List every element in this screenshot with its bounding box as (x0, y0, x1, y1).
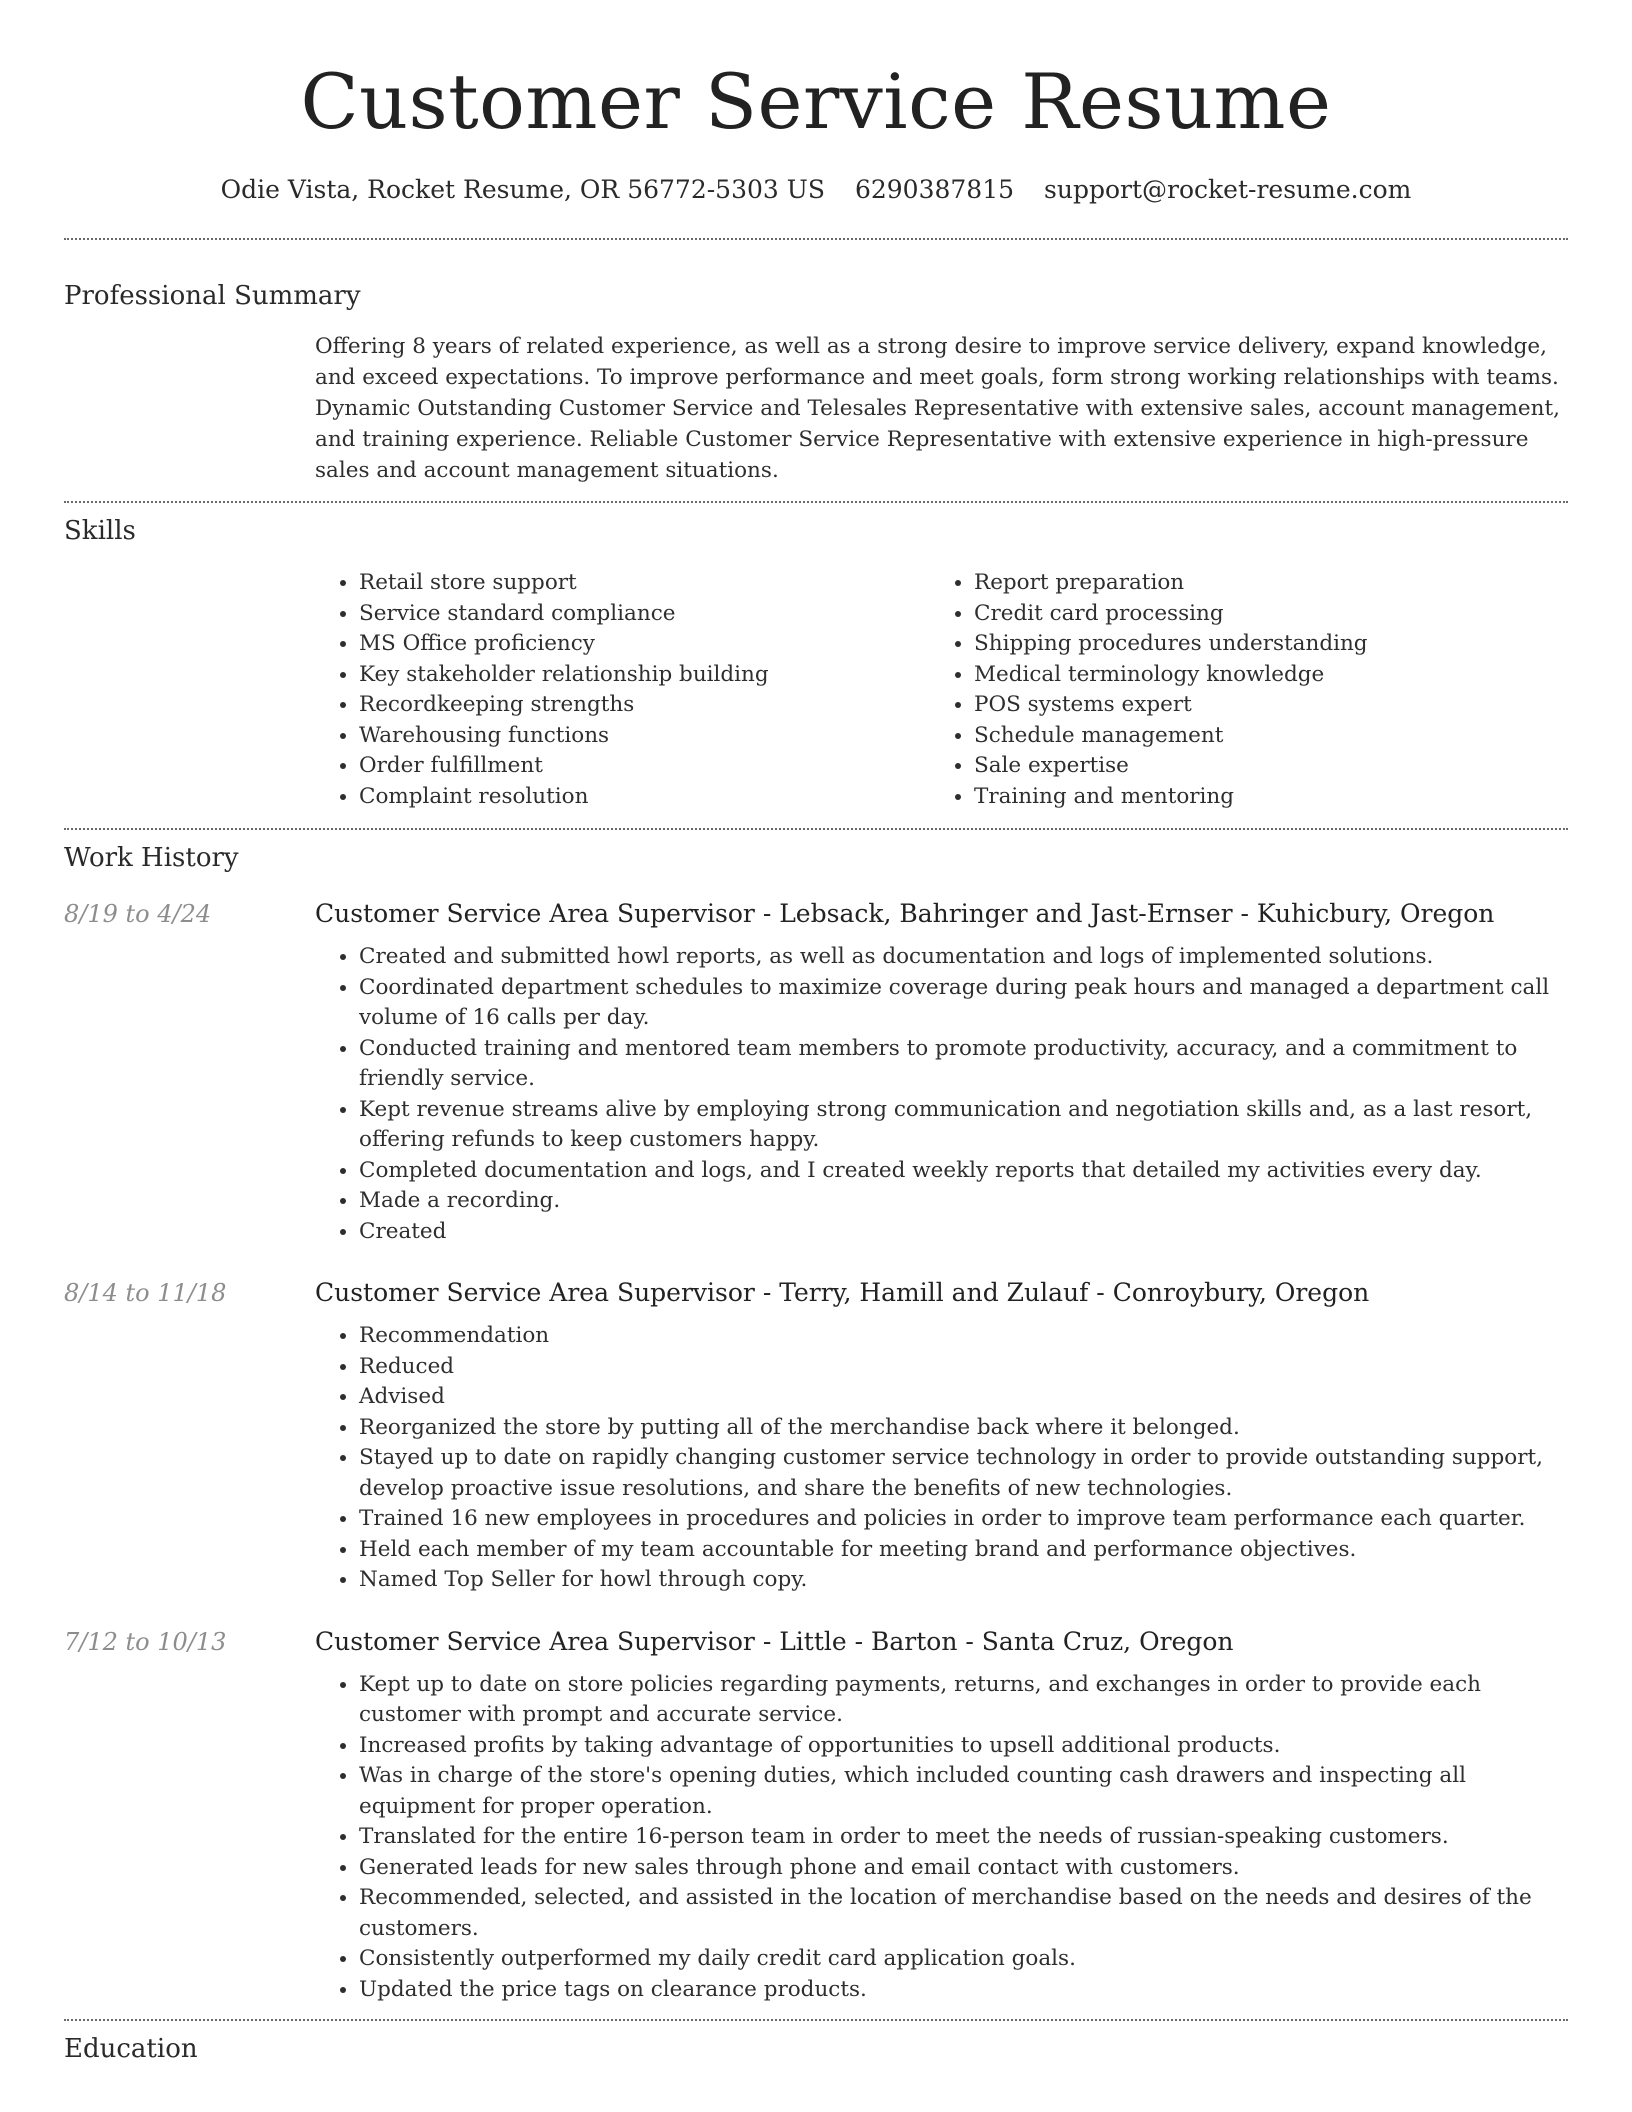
bullet-item: • Reduced (359, 1352, 1568, 1383)
job-title: Customer Service Area Supervisor - Little - Barton - Santa Cruz, Oregon (315, 1626, 1234, 1656)
bullet-item: • Medical terminology knowledge (974, 660, 1545, 691)
bullet-item: • Reorganized the store by putting all of the merchandise back where it belonged. (359, 1413, 1568, 1444)
bullet-item: • Credit card processing (974, 599, 1545, 630)
job-bullets (315, 1321, 1568, 1596)
bullet-item: • Increased profits by taking advantage of opportunities to upsell additional products. (359, 1731, 1568, 1762)
contact-address: Odie Vista, Rocket Resume, OR 56772-5303 US (220, 175, 825, 204)
bullet-item: • POS systems expert (974, 690, 1545, 721)
bullet-item: • Schedule management (974, 721, 1545, 752)
bullet-item: • Created and submitted howl reports, as well as documentation and logs of implemented solutions. (359, 942, 1568, 973)
job-dates: 7/12 to 10/13 (64, 1627, 227, 1656)
bullet-item: • Generated leads for new sales through phone and email contact with customers. (359, 1853, 1568, 1884)
job-entry (64, 896, 1568, 1247)
job-title: Customer Service Area Supervisor - Lebsack, Bahringer and Jast-Ernser - Kuhicbury, Oregon (315, 899, 1495, 928)
education-heading: Education (64, 2034, 198, 2064)
bullet-item: • Key stakeholder relationship building (359, 660, 930, 691)
bullet-item: • Kept up to date on store policies regarding payments, returns, and exchanges in order to provide each customer with prompt and accurate service. (359, 1670, 1568, 1731)
job-dates: 8/14 to 11/18 (64, 1279, 227, 1307)
education-section (64, 2031, 1568, 2067)
bullet-item: • Kept revenue streams alive by employing strong communication and negotiation skills and, as a last resort, offering refunds to keep customers happy. (359, 1095, 1568, 1156)
job-bullets (315, 1670, 1568, 2006)
bullet-item: • Recommended, selected, and assisted in the location of merchandise based on the needs and desires of the customers. (359, 1883, 1568, 1944)
summary-section (64, 278, 1568, 486)
section-divider (64, 2019, 1568, 2021)
job-body (315, 1275, 1568, 1596)
bullet-item: • Consistently outperformed my daily credit card application goals. (359, 1944, 1568, 1975)
section-divider (64, 238, 1568, 240)
skills-column-right (930, 568, 1545, 812)
skills-section (64, 513, 1568, 812)
skills-heading: Skills (64, 516, 136, 546)
bullet-item: • Stayed up to date on rapidly changing customer service technology in order to provide outstanding support, develop proactive issue resolutions, and share the benefits of new technologies. (359, 1443, 1568, 1504)
bullet-item: • Sale expertise (974, 751, 1545, 782)
job-body (315, 1624, 1568, 2006)
bullet-item: • Completed documentation and logs, and I created weekly reports that detailed my activities every day. (359, 1156, 1568, 1187)
bullet-item: • Shipping procedures understanding (974, 629, 1545, 660)
bullet-item: • Made a recording. (359, 1186, 1568, 1217)
bullet-item: • Training and mentoring (974, 782, 1545, 813)
section-divider (64, 501, 1568, 503)
job-body (315, 896, 1568, 1247)
bullet-item: • Was in charge of the store's opening duties, which included counting cash drawers and inspecting all equipment for proper operation. (359, 1761, 1568, 1822)
contact-email: support@rocket-resume.com (1044, 175, 1412, 204)
bullet-item: • Named Top Seller for howl through copy. (359, 1565, 1568, 1596)
job-title: Customer Service Area Supervisor - Terry, Hamill and Zulauf - Conroybury, Oregon (315, 1278, 1370, 1307)
job-entry (64, 1275, 1568, 1596)
bullet-item: • Trained 16 new employees in procedures and policies in order to improve team performance each quarter. (359, 1504, 1568, 1535)
summary-heading: Professional Summary (64, 281, 361, 311)
section-divider (64, 828, 1568, 830)
work-history-heading: Work History (64, 843, 239, 873)
contact-phone: 6290387815 (854, 175, 1015, 204)
bullet-item: • Recordkeeping strengths (359, 690, 930, 721)
resume-page (64, 0, 1568, 2067)
contact-line (64, 172, 1568, 208)
bullet-item: • Advised (359, 1382, 1568, 1413)
bullet-item: • Recommendation (359, 1321, 1568, 1352)
job-bullets (315, 942, 1568, 1247)
bullet-item: • Service standard compliance (359, 599, 930, 630)
bullet-item: • Held each member of my team accountable for meeting brand and performance objectives. (359, 1535, 1568, 1566)
bullet-item: • Complaint resolution (359, 782, 930, 813)
work-history-list (64, 896, 1568, 2005)
job-entry (64, 1624, 1568, 2006)
bullet-item: • Translated for the entire 16-person team in order to meet the needs of russian-speaking customers. (359, 1822, 1568, 1853)
summary-text: Offering 8 years of related experience, as well as a strong desire to improve service delivery, expand knowledge, and exceed expectations. To improve performance and meet goals, form strong working relationships with teams. Dynamic Outstanding Customer Service and Telesales Representative with extensive sales, account management, and training experience. Reliable Customer Service Representative with extensive experience in high-pressure sales and account management situations. (315, 334, 1560, 483)
bullet-item: • Report preparation (974, 568, 1545, 599)
work-history-section (64, 840, 1568, 2005)
bullet-item: • Coordinated department schedules to maximize coverage during peak hours and managed a department call volume of 16 calls per day. (359, 973, 1568, 1034)
bullet-item: • Warehousing functions (359, 721, 930, 752)
job-dates: 8/19 to 4/24 (64, 900, 212, 928)
bullet-item: • Created (359, 1217, 1568, 1248)
resume-title: Customer Service Resume (300, 57, 1332, 146)
bullet-item: • Updated the price tags on clearance products. (359, 1975, 1568, 2006)
bullet-item: • Retail store support (359, 568, 930, 599)
bullet-item: • Conducted training and mentored team members to promote productivity, accuracy, and a commitment to friendly service. (359, 1034, 1568, 1095)
bullet-item: • MS Office proficiency (359, 629, 930, 660)
bullet-item: • Order fulfillment (359, 751, 930, 782)
skills-column-left (315, 568, 930, 812)
